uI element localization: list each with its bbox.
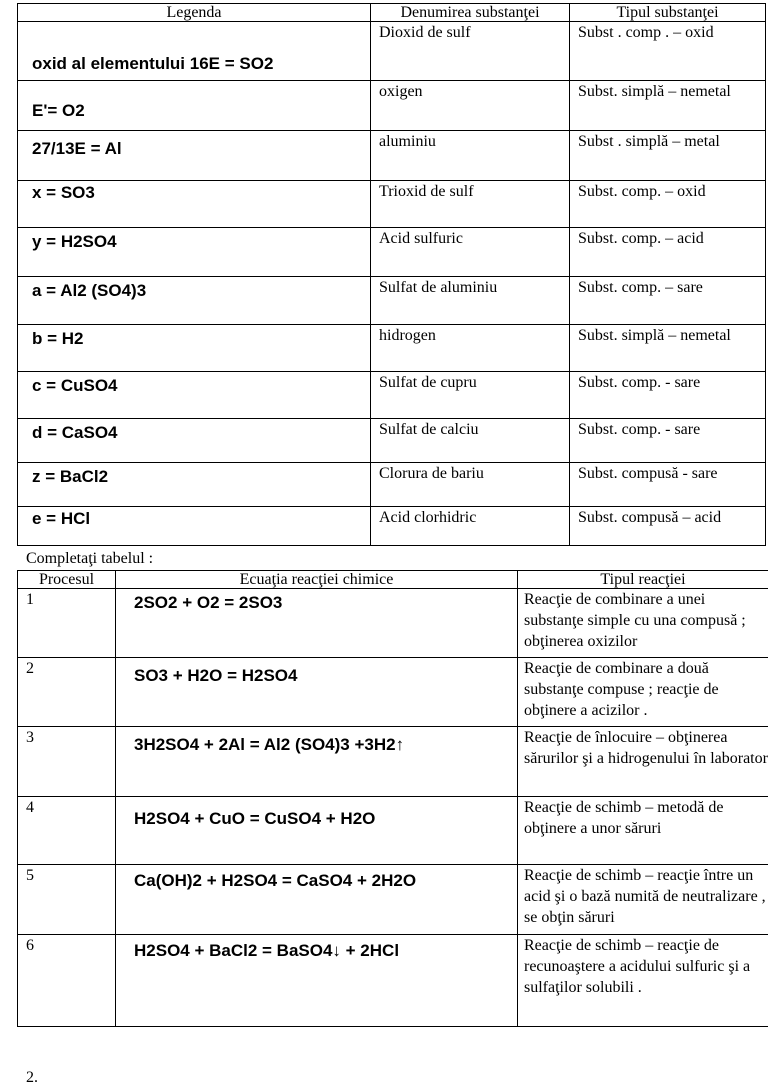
process-number: 1 xyxy=(18,589,116,658)
reaction-type-cell xyxy=(518,797,768,865)
header-substance-type: Tipul substanţei xyxy=(570,4,766,22)
reaction-type-text: Reacţie de schimb – metodă de obţinere a unor săruri xyxy=(524,797,768,839)
equation-text: Ca(OH)2 + H2SO4 = CaSO4 + 2H2O xyxy=(134,871,517,891)
table-row xyxy=(18,419,766,463)
name-cell: Sulfat de calciu xyxy=(371,419,570,463)
legend-formula: x = SO3 xyxy=(32,183,370,203)
equation-text: 2SO2 + O2 = 2SO3 xyxy=(134,593,517,613)
type-cell: Subst. simplă – nemetal xyxy=(570,81,766,131)
header-equation: Ecuaţia reacţiei chimice xyxy=(116,571,518,589)
type-cell: Subst. comp. – sare xyxy=(570,277,766,325)
table-row xyxy=(18,325,766,372)
reactions-table xyxy=(17,570,768,1027)
legend-formula: a = Al2 (SO4)3 xyxy=(32,281,370,301)
table-row xyxy=(18,181,766,228)
reaction-type-cell xyxy=(518,727,768,797)
process-number: 4 xyxy=(18,797,116,865)
legend-cell xyxy=(18,228,371,277)
table-row xyxy=(18,797,768,865)
reaction-type-cell xyxy=(518,865,768,935)
legend-cell xyxy=(18,372,371,419)
name-cell: hidrogen xyxy=(371,325,570,372)
name-cell: Sulfat de cupru xyxy=(371,372,570,419)
type-cell: Subst. compusă – acid xyxy=(570,507,766,546)
type-cell: Subst. simplă – nemetal xyxy=(570,325,766,372)
table-row xyxy=(18,463,766,507)
type-cell: Subst . comp . – oxid xyxy=(570,22,766,81)
table-row xyxy=(18,507,766,546)
equation-cell xyxy=(116,727,518,797)
legend-cell xyxy=(18,131,371,181)
legend-formula: d = CaSO4 xyxy=(32,423,370,443)
name-cell: Acid clorhidric xyxy=(371,507,570,546)
legend-cell xyxy=(18,81,371,131)
table-row xyxy=(18,372,766,419)
table-row xyxy=(18,727,768,797)
table-row xyxy=(18,131,766,181)
equation-text: 3H2SO4 + 2Al = Al2 (SO4)3 +3H2↑ xyxy=(134,735,517,755)
legend-cell xyxy=(18,22,371,81)
type-cell: Subst. comp. - sare xyxy=(570,419,766,463)
equation-text: SO3 + H2O = H2SO4 xyxy=(134,666,517,686)
reaction-type-text: Reacţie de combinare a unei substanţe simple cu una compusă ; obţinerea oxizilor xyxy=(524,589,768,652)
type-cell: Subst. comp. – acid xyxy=(570,228,766,277)
equation-text: H2SO4 + BaCl2 = BaSO4↓ + 2HCl xyxy=(134,941,517,961)
equation-text: H2SO4 + CuO = CuSO4 + H2O xyxy=(134,809,517,829)
legend-formula: 27/13E = Al xyxy=(32,139,370,159)
reaction-type-cell xyxy=(518,658,768,727)
substances-table xyxy=(17,3,766,546)
table-row xyxy=(18,658,768,727)
legend-cell xyxy=(18,419,371,463)
reaction-type-cell xyxy=(518,589,768,658)
header-process: Procesul xyxy=(18,571,116,589)
table-row xyxy=(18,81,766,131)
process-number: 3 xyxy=(18,727,116,797)
reaction-type-text: Reacţie de schimb – reacţie de recunoaştere a acidului sulfuric şi a sulfaţilor solubili . xyxy=(524,935,768,998)
name-cell: aluminiu xyxy=(371,131,570,181)
reaction-type-text: Reacţie de schimb – reacţie între un acid şi o bază numită de neutralizare , se obţin săruri xyxy=(524,865,768,928)
table-row xyxy=(18,589,768,658)
name-cell: Acid sulfuric xyxy=(371,228,570,277)
legend-cell xyxy=(18,277,371,325)
equation-cell xyxy=(116,589,518,658)
legend-formula: b = H2 xyxy=(32,329,370,349)
name-cell: Clorura de bariu xyxy=(371,463,570,507)
legend-cell xyxy=(18,507,371,546)
type-cell: Subst. comp. – oxid xyxy=(570,181,766,228)
legend-cell xyxy=(18,181,371,228)
legend-cell xyxy=(18,463,371,507)
reaction-type-text: Reacţie de combinare a două substanţe compuse ; reacţie de obţinere a acizilor . xyxy=(524,658,768,721)
header-substance-name: Denumirea substanţei xyxy=(371,4,570,22)
name-cell: Trioxid de sulf xyxy=(371,181,570,228)
type-cell: Subst . simplă – metal xyxy=(570,131,766,181)
type-cell: Subst. comp. - sare xyxy=(570,372,766,419)
table-caption: Completaţi tabelul : xyxy=(26,550,153,568)
equation-cell xyxy=(116,797,518,865)
reaction-type-text: Reacţie de înlocuire – obţinerea sărurilor şi a hidrogenului în laborator xyxy=(524,727,768,769)
table-row xyxy=(18,228,766,277)
table-row xyxy=(18,22,766,81)
legend-formula: z = BaCl2 xyxy=(32,467,370,487)
legend-formula: c = CuSO4 xyxy=(32,376,370,396)
equation-cell xyxy=(116,658,518,727)
legend-formula: oxid al elementului 16E = SO2 xyxy=(32,54,370,74)
table-header-row xyxy=(18,571,768,589)
equation-cell xyxy=(116,935,518,1027)
legend-formula: E'= O2 xyxy=(32,101,370,121)
legend-cell xyxy=(18,325,371,372)
name-cell: oxigen xyxy=(371,81,570,131)
legend-formula: y = H2SO4 xyxy=(32,232,370,252)
header-reaction-type: Tipul reacţiei xyxy=(518,571,768,589)
name-cell: Dioxid de sulf xyxy=(371,22,570,81)
equation-cell xyxy=(116,865,518,935)
table-row xyxy=(18,935,768,1027)
section-number: 2. xyxy=(26,1069,38,1087)
table-row xyxy=(18,277,766,325)
process-number: 6 xyxy=(18,935,116,1027)
table-header-row xyxy=(18,4,766,22)
reaction-type-cell xyxy=(518,935,768,1027)
header-legend: Legenda xyxy=(18,4,371,22)
process-number: 5 xyxy=(18,865,116,935)
name-cell: Sulfat de aluminiu xyxy=(371,277,570,325)
type-cell: Subst. compusă - sare xyxy=(570,463,766,507)
legend-formula: e = HCl xyxy=(32,509,370,529)
table-row xyxy=(18,865,768,935)
process-number: 2 xyxy=(18,658,116,727)
